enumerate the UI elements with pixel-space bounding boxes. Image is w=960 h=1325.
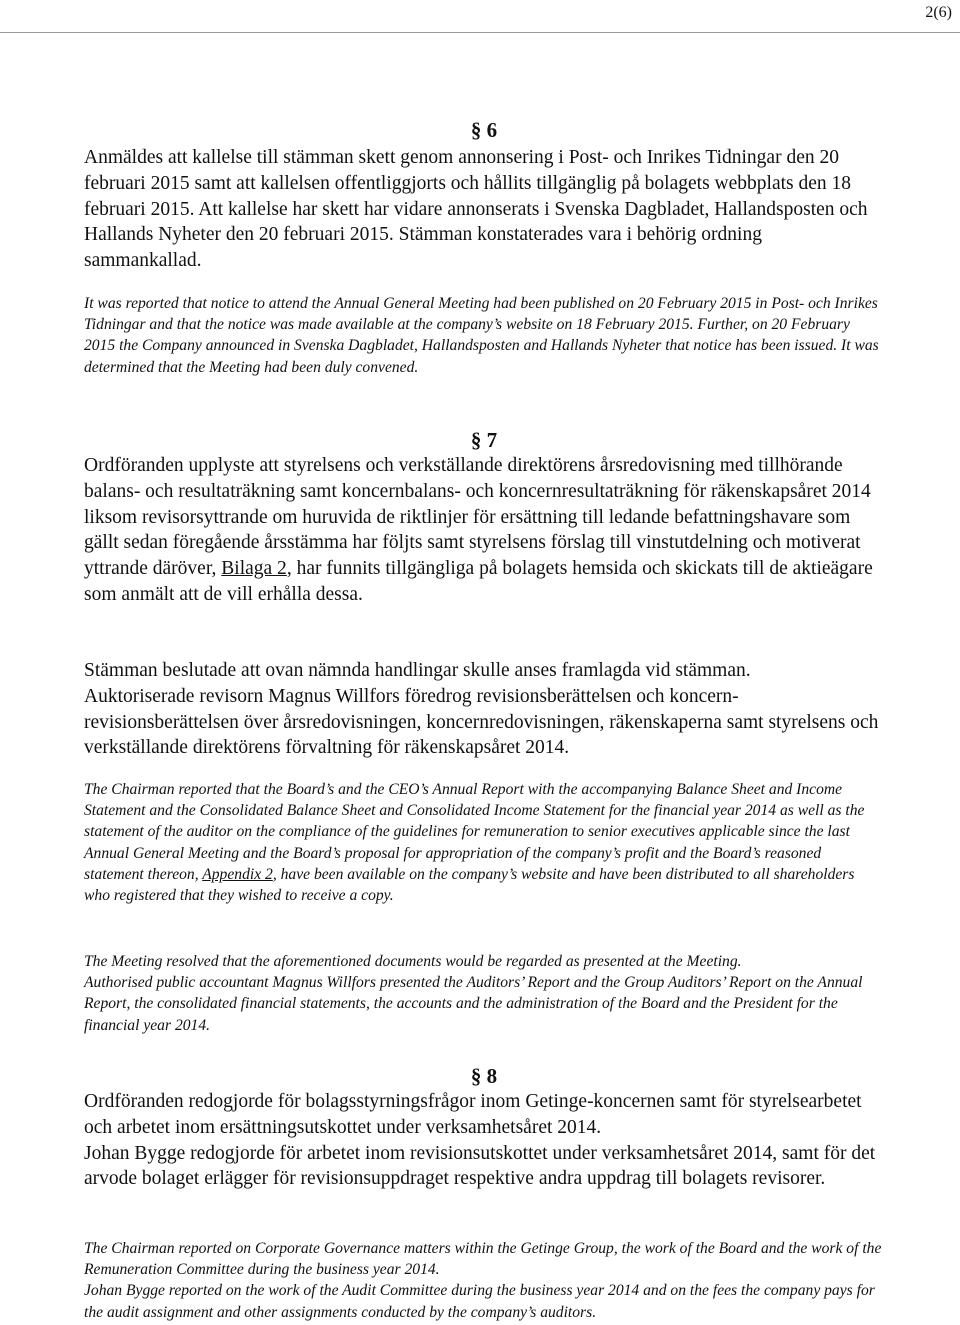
section-7-english-text-1: The Chairman reported that the Board’s and the CEO’s Annual Report with the accompanying Balance Sheet and Income Statement and the Consolidated Balance Sheet and Consolidated Income Statement for the financial year 2014 as well as the statement of the auditor on the compliance of the guidelines for remuneration to senior executives applicable since the last Annual General Meeting and the Board’s proposal for appropriation of the company’s profit and the Board’s reasoned statement thereon, (84, 781, 865, 883)
section-7-swedish-paragraph-2 (84, 658, 884, 761)
bilaga-2-link[interactable]: Bilaga 2 (221, 558, 287, 580)
page-number: 2(6) (925, 4, 952, 21)
section-8-swedish-paragraph (84, 1089, 884, 1192)
appendix-2-link[interactable]: Appendix 2 (202, 865, 273, 883)
section-8-english-text-2: Johan Bygge reported on the work of the Audit Committee during the business year 2014 and on the fees the company pays for the audit assignment and other assignments conducted by the company’s auditors. (84, 1282, 875, 1321)
section-7-swedish-text-1: Ordföranden upplyste att styrelsens och verkställande direktörens årsredovisning med tillhörande balans- och resultaträkning samt koncernbalans- och koncernresultaträkning för räkenskapsåret 2014 liksom revisorsyttrande om huruvida de riktlinjer för ersättning till ledande befattningshavare som gällt sedan föregående årsstämma har följts samt styrelsens förslag till vinstutdelning och motiverat yttrande däröver, (84, 455, 871, 580)
section-heading-7: § 7 (470, 428, 498, 452)
section-8-swedish-text-2: Johan Bygge redogjorde för arbetet inom revisionsutskottet under verksamhetsåret 2014, samt för det arvode bolaget erlägger för revisionsuppdraget respektive andra uppdrag till bolagets revisorer. (84, 1142, 876, 1190)
section-8-english-paragraph (84, 1238, 884, 1323)
section-7-swedish-text-2a: Stämman beslutade att ovan nämnda handlingar skulle anses framlagda vid stämman. (84, 660, 751, 681)
section-7-english-text-1b: , have been available on the company’s website and have been distributed to all shareholders who registered that they wished to receive a copy. (84, 865, 855, 905)
section-7-english-paragraph-2 (84, 951, 884, 1036)
section-heading-8: § 8 (470, 1064, 498, 1088)
section-6-english-text: It was reported that notice to attend the Annual General Meeting had been published on 20 February 2015 in Post- och Inrikes Tidningar and that the notice was made available at the company’s website on 18 February 2015. Further, on 20 February 2015 the Company announced in Svenska Dagbladet, Hallandsposten and Hallands Nyheter that notice has been issued. It was determined that the Meeting had been duly convened. (84, 295, 879, 376)
section-8-swedish-text-1: Ordföranden redogjorde för bolagsstyrningsfrågor inom Getinge-koncernen samt för styrelsearbetet och arbetet inom ersättningsutskottet under verksamhetsåret 2014. (84, 1091, 862, 1138)
section-7-swedish-text-2b: Auktoriserade revisorn Magnus Willfors föredrog revisionsberättelsen och koncern-revisionsberättelsen över årsredovisningen, koncernredovisningen, räkenskaperna samt styrelsens och verkställande direktörens förvaltning för räkenskapsåret 2014. (84, 685, 879, 759)
header-divider (0, 32, 960, 33)
section-7-english-paragraph-1 (84, 779, 884, 906)
section-heading-6: § 6 (470, 118, 498, 142)
section-8-english-text-1: The Chairman reported on Corporate Governance matters within the Getinge Group, the work of the Board and the work of the Remuneration Committee during the business year 2014. (84, 1240, 882, 1279)
section-7-english-text-2b: Authorised public accountant Magnus Willfors presented the Auditors’ Report and the Group Auditors’ Report on the Annual Report, the consolidated financial statements, the accounts and the administration of the Board and the President for the financial year 2014. (84, 974, 863, 1034)
section-7-swedish-text-1b: , har funnits tillgängliga på bolagets hemsida och skickats till de aktieägare som anmält att de vill erhålla dessa. (84, 558, 873, 605)
section-7-english-text-2a: The Meeting resolved that the aforementioned documents would be regarded as presented at the Meeting. (84, 953, 742, 970)
section-6-swedish-text: Anmäldes att kallelse till stämman skett genom annonsering i Post- och Inrikes Tidningar den 20 februari 2015 samt att kallelsen offentliggjorts och hållits tillgänglig på bolagets webbplats den 18 februari 2015. Att kallelse har skett har vidare annonserats i Svenska Dagbladet, Hallandsposten och Hallands Nyheter den 20 februari 2015. Stämman konstaterades vara i behörig ordning sammankallad. (84, 147, 868, 272)
section-7-swedish-paragraph-1 (84, 453, 884, 608)
